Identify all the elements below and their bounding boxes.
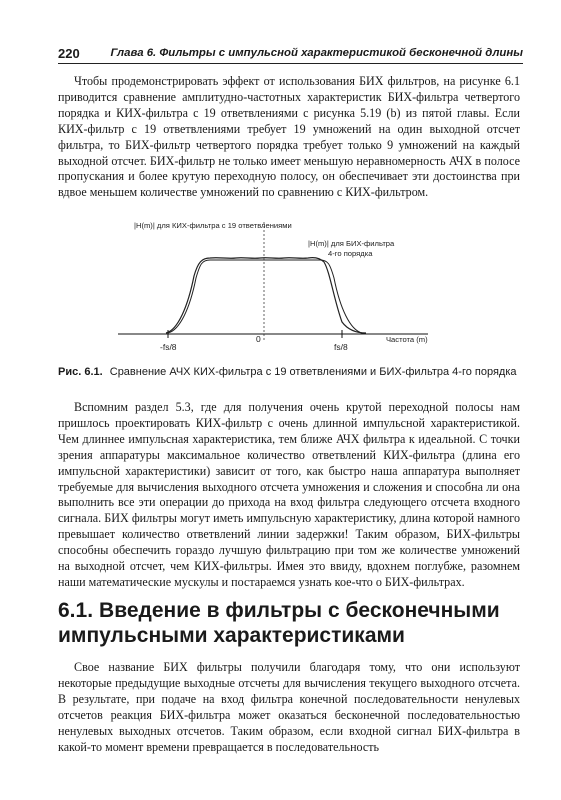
body-paragraph-2: Вспомним раздел 5.3, где для получения очень крутой переходной полосы нам пришлось проектировать КИХ-фильтр с очень длинной импульсной характеристикой. Чем длиннее импульсная характеристика, тем ближе АЧХ фильтра к идеальной. С точки зрения аппаратуры максимальное количество ответвлений КИХ-фильтра (длина его импульсной характеристики) зависит от того, как быстро наша аппаратура выполняет требуемые для вычисления выходного отсчета умножения и сложения и способна ли она выполнить все эти операции до прихода на вход фильтра следующего отсчета входного сигнала. БИХ фильтры могут иметь импульсную характеристику, длина которой намного превышает количество ответвлений линии задержки! Таким образом, БИХ-фильтры способны обеспечить гораздо лучшую фильтрацию при том же количестве умножений на выходной отсчет, чем КИХ-фильтры. Имея это ввиду, вдохнем поглубже, разомнем наши математические мускулы и постараемся узнать кое-что о БИХ-фильтрах. [58, 400, 520, 589]
body-paragraph-3: Свое название БИХ фильтры получили благодаря тому, что они используют некоторые предыдущие выходные отсчеты для вычисления текущего выходного отсчета. В результате, при подаче на вход фильтра конечной последовательности ненулевых отсчетов реакция БИХ-фильтра может оказаться бесконечной последовательностью ненулевых выходных отсчетов. Таким образом, если входной сигнал БИХ-фильтра в какой-то момент времени превращается в последовательность [58, 660, 520, 754]
figure-6-1 [110, 216, 450, 364]
tick-label-right: fs/8 [334, 342, 348, 352]
section-heading [58, 598, 520, 648]
tick-label-left: -fs/8 [160, 342, 177, 352]
iir-curve-label-line1: |H(m)| для БИХ-фильтра [308, 239, 395, 248]
running-title: Глава 6. Фильтры с импульсной характеристикой бесконечной длины [110, 47, 523, 59]
fir-response-curve [166, 258, 366, 333]
tick-label-origin: 0 [256, 334, 261, 344]
header-rule [58, 63, 523, 64]
caption-text: Сравнение АЧХ КИХ-фильтра с 19 ответвлениями и БИХ-фильтра 4-го порядка [109, 366, 517, 378]
page-number: 220 [58, 46, 80, 61]
frequency-axis-label: Частота (m) [386, 335, 428, 344]
page-header [58, 46, 523, 64]
body-paragraph-1: Чтобы продемонстрировать эффект от использования БИХ фильтров, на рисунке 6.1 приводится сравнение амплитудно-частотных характеристик БИХ-фильтра четвертого порядка и КИХ-фильтра с 19 ответвлениями с рисунка 5.19 (b) из пятой главы. Если КИХ-фильтр с 19 ответвлениями требует 19 умножений на один выходной отсчет фильтра, то БИХ-фильтр четвертого порядка требует только 9 умножений на каждый выходной отсчет. БИХ-фильтр не только имеет меньшую неравномерность АЧХ в полосе пропускания и более крутую переходную полосу, он обеспечивает эти достоинства при вдвое меньшем количестве умножений по сравнению с КИХ-фильтром. [58, 74, 520, 200]
frequency-response-plot [110, 216, 450, 364]
iir-response-curve [168, 260, 362, 333]
figure-caption [58, 366, 520, 379]
section-number: 6.1. [58, 599, 94, 622]
fir-curve-label: |H(m)| для КИХ-фильтра с 19 ответвлениями [134, 221, 292, 230]
section-title: Введение в фильтры с бесконечными импульсными характеристиками [58, 599, 500, 647]
caption-label: Рис. 6.1. [58, 366, 103, 378]
iir-curve-label-line2: 4-го порядка [328, 249, 373, 258]
